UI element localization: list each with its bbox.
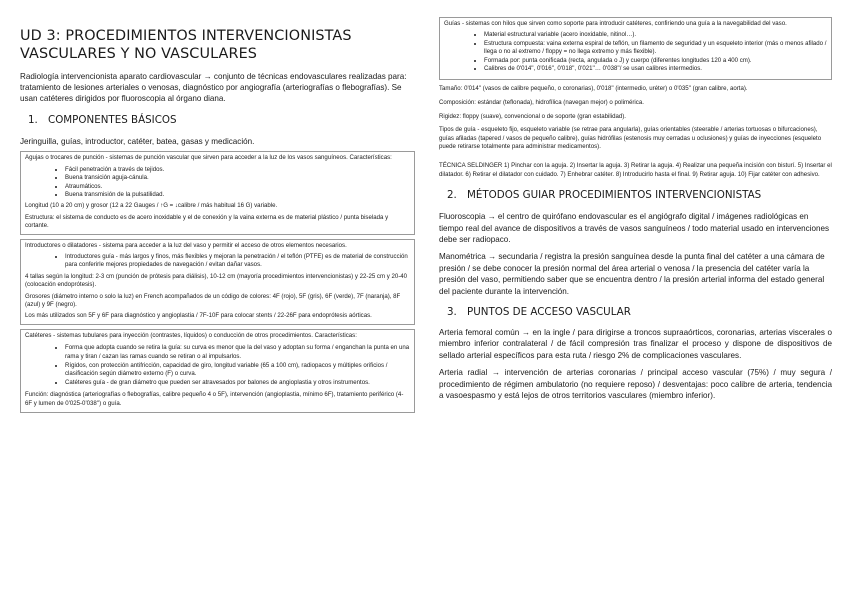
- guias-box: [439, 17, 832, 80]
- cateteres-box: [20, 329, 415, 413]
- guias-features-list: [444, 31, 827, 73]
- list-item: • Buena transición aguja-cánula.: [65, 174, 410, 182]
- femoral-paragraph: Arteria femoral común → en la ingle / para dirigirse a troncos supraaórticos, coronarias, arterias viscerales o miembro inferior contralateral / de fácil compresión tras finalizar el proceso y dispone de dispositivos de sellado arterial específicos para esta ruta / riesgo 2% de complicaciones vasculares.: [439, 328, 832, 360]
- guias-composicion: Composición: estándar (teflonada), hidrofílica (navegan mejor) o polimérica.: [439, 99, 644, 107]
- section-2-number: 2.: [447, 189, 457, 202]
- right-column: [439, 0, 832, 401]
- list-item: • Catéteres guía - de gran diámetro que pueden ser atravesados por balones de angioplastia y otros instrumentos.: [65, 379, 410, 388]
- cateteres-definition: Catéteres - sistemas tubulares para inyección (contrastes, líquidos) o conducción de otros procedimientos. Características:: [25, 331, 357, 339]
- introductores-lengths: 4 tallas según la longitud: 2-3 cm (punción de prótesis para diálisis), 10-12 cm (mayoría procedimientos intervencionistas) y 22-25 cm y 20-40 (colocación endoprótesis).: [25, 272, 408, 289]
- list-item: • Introductores guía - más largos y finos, más flexibles y mejoran la penetración / el teflón (PTFE) es de material de construcción para conferirle mejores propiedades de navegación / evitan dañar vasos.: [65, 253, 410, 270]
- intro-paragraph: Radiología intervencionista aparato cardiovascular → conjunto de técnicas endovasculares realizadas para: tratamiento de lesiones arteriales o venosas, diagnóstico por angiografía (arteriografías o flebografías). Se usan catéteres dirigidos por fluoroscopia al órgano diana.: [20, 72, 407, 104]
- agujas-size: Longitud (10 a 20 cm) y grosor (12 a 22 Gauges / ↑G = ↓calibre / más habitual 16 G) variable.: [25, 202, 278, 210]
- section-3-number: 3.: [447, 306, 457, 319]
- agujas-definition: Agujas o trocares de punción - sistemas de punción vascular que sirven para acceder a la luz de los vasos sanguíneos. Características:: [25, 154, 392, 162]
- list-item: • Buena transmisión de la pulsatilidad.: [65, 191, 410, 199]
- cateteres-features-list: [25, 344, 410, 389]
- list-item: • Estructura compuesta: vaina externa espiral de teflón, un filamento de seguridad y un esqueleto interior (más o menos afilado / llega o no al extremo / floppy = no llega extremo y más flexible).: [484, 40, 827, 57]
- agujas-features-list: [25, 166, 410, 200]
- cateteres-function: Función: diagnóstica (arteriografías o flebografías, calibre pequeño 4 o 5F), intervención (angioplastia, mínimo 6F), tratamiento periférico (4-6F y lumen de 0'025-0'038'') o guía.: [25, 391, 404, 408]
- introductores-diameters: Grosores (diámetro interno o solo la luz) en French acompañados de un código de colores: 4F (rojo), 5F (gris), 6F (verde), 7F (naranja), 8F (azul) y 9F (negro).: [25, 292, 401, 308]
- list-item: • Calibres de 0'014'', 0'016'', 0'018'', 0'021''… 0'038''/ se usan calibres intermedios.: [484, 65, 827, 73]
- fluoroscopia-paragraph: Fluoroscopia → el centro de quirófano endovascular es el angiógrafo digital / imágenes radiológicas en tiempo real del avance de dispositivos a través de vasos sanguíneos / todo material usado en intervenciones debe ser radiopaco.: [439, 212, 830, 244]
- list-item: • Fácil penetración a través de tejidos.: [65, 166, 410, 174]
- page-title: UD 3: PROCEDIMIENTOS INTERVENCIONISTAS VASCULARES Y NO VASCULARES: [20, 28, 352, 62]
- section-3-title: PUNTOS DE ACCESO VASCULAR: [467, 306, 631, 319]
- left-column: [20, 0, 415, 413]
- agujas-structure: Estructura: el sistema de conducto es de acero inoxidable y el de conexión y la vaina externa es de material plástico / punta biselada y cortante.: [25, 213, 389, 230]
- introductores-box: [20, 239, 415, 325]
- seldinger-technique: TÉCNICA SELDINGER 1) Pinchar con la aguja. 2) Insertar la aguja. 3) Retirar la aguja. 4) Realizar una pequeña incisión con bisturí. 5) Insertar el dilatador. 6) Retirar el dilatador con cuidado. 7) Enhebrar catéter. 8) Introducirlo hasta el final. 9) Retirar aguja. 10) Fijar catéter con adhesivo.: [439, 162, 832, 178]
- manometrica-paragraph: Manométrica → secundaria / registra la presión sanguínea desde la punta final del catéter a una cámara de presión / se debe conocer la presión normal del área arterial o venosa / la presencia del catéter varía la presión del vaso, permitiendo saber que se encuentra dentro / la presión arterial informa del estado general del paciente durante la intervención.: [439, 252, 825, 296]
- section-3-heading: [439, 306, 832, 319]
- list-item: • Formada por: punta conificada (recta, angulada o J) y cuerpo (diferentes longitudes 120 a 400 cm).: [484, 57, 827, 65]
- introductores-definition: Introductores o dilatadores - sistema para acceder a la luz del vaso y permitir el acceso de otros elementos necesarios.: [25, 241, 347, 249]
- list-item: • Material estructural variable (acero inoxidable, nitinol…).: [484, 31, 827, 39]
- guias-tipos: Tipos de guía - esqueleto fijo, esqueleto variable (se retrae para angularla), guías orientables (steerable / arterias tortuosas o bifurcaciones), guías afiladas (tapered / vasos de pequeño calibre), guías hidrófilas (estenosis muy cerradas u oclusiones) y guías de inyecciones (esqueleto puede retirarse totalmente para administrar medicamentos).: [439, 126, 822, 151]
- section-1-title: COMPONENTES BÁSICOS: [48, 114, 177, 127]
- components-summary: Jeringuilla, guías, introductor, catéter, batea, gasas y medicación.: [20, 137, 255, 147]
- section-1-heading: [20, 114, 415, 127]
- section-2-heading: [439, 189, 832, 202]
- introductores-list: [25, 253, 410, 270]
- agujas-box: [20, 151, 415, 234]
- list-item: • Rígidos, con protección antifricción, capacidad de giro, longitud variable (65 a 100 cm), radiopacos y múltiples orificios / clasificación según diámetro externo (F) o curva.: [65, 362, 410, 380]
- introductores-usage: Los más utilizados son 5F y 6F para diagnóstico y angioplastia / 7F-10F para colocar stents / 22-26F para endoprótesis aórticas.: [25, 312, 372, 320]
- list-item: • Forma que adopta cuando se retira la guía: su curva es menor que la del vaso y adoptan su forma / enganchan la punta en una rama y tiran / cazan las ramas cuando se retiran o al impulsarlos.: [65, 344, 410, 362]
- section-1-number: 1.: [28, 114, 38, 127]
- guias-tamano: Tamaño: 0'014'' (vasos de calibre pequeño, o coronarias), 0'018'' (intermedio, uréter) o 0'035'' (gran calibre, aorta).: [439, 85, 748, 93]
- section-2-title: MÉTODOS GUIAR PROCEDIMIENTOS INTERVENCIONISTAS: [467, 189, 762, 202]
- list-item: • Atraumáticos.: [65, 183, 410, 191]
- guias-definition: Guías - sistemas con hilos que sirven como soporte para introducir catéteres, confiriendo una guía a la navegabilidad del vaso.: [444, 20, 787, 27]
- radial-paragraph: Arteria radial → intervención de arterias coronarias / principal acceso vascular (75%) / muy segura / procedimiento de régimen ambulatorio (no requiere reposo) / desventajas: poco calibre de arteria, tendencia a vasoespasmo y está lejos de otros territorios vasculares (miembro inferior).: [439, 368, 832, 401]
- guias-rigidez: Rigidez: floppy (suave), convencional o de soporte (gran estabilidad).: [439, 112, 626, 120]
